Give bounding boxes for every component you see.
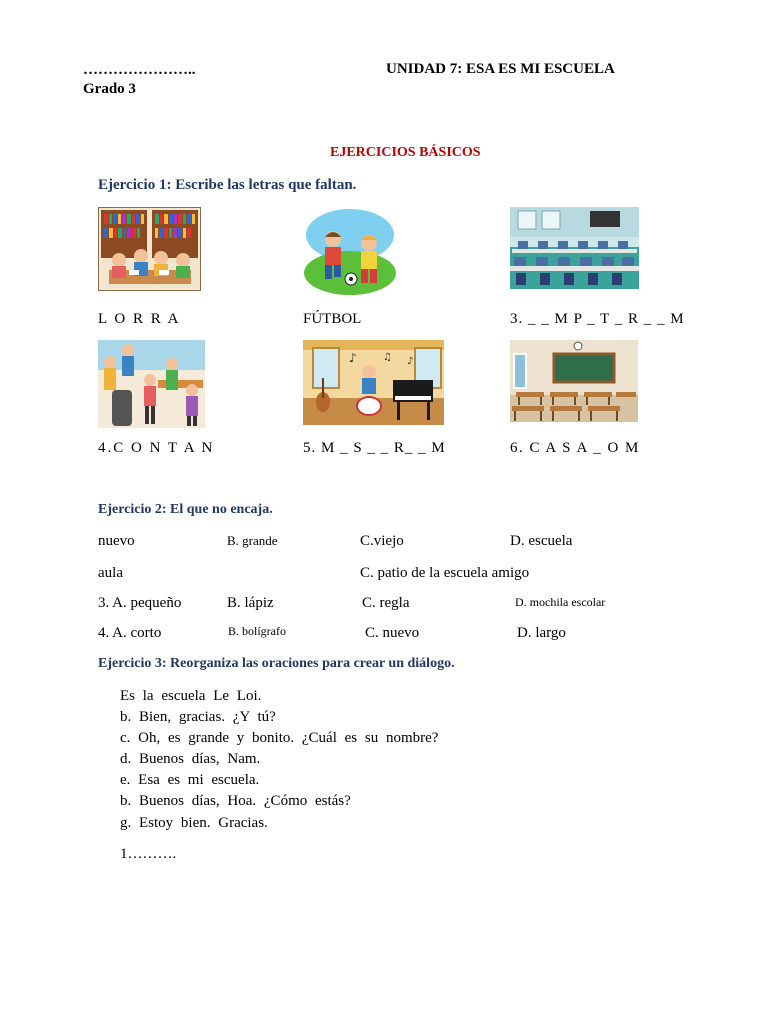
answer-line-1[interactable]: 1………. (120, 846, 177, 862)
exercise3-title: Ejercicio 3: Reorganiza las oraciones para crear un diálogo. (98, 656, 455, 671)
football-picture (303, 207, 398, 297)
ex2-row4-b: B. bolígrafo (228, 624, 286, 638)
ex2-row3-c: C. regla (362, 595, 410, 611)
ex2-row1-b: B. grande (227, 533, 278, 548)
ex2-row2-a: aula (98, 565, 123, 581)
dialog-line-1: Es la escuela Le Loi. (120, 688, 262, 704)
library-picture (98, 207, 201, 291)
music-room-picture (303, 340, 444, 425)
svg-text:♪: ♪ (407, 356, 414, 367)
ex2-row3-b: B. lápiz (227, 595, 274, 611)
exercise1-item6-label: 6. C A S A _ O M (510, 440, 640, 456)
dialog-line-7: g. Estoy bien. Gracias. (120, 815, 268, 831)
ex2-row3-a: 3. A. pequeño (98, 595, 182, 611)
unit-title: UNIDAD 7: ESA ES MI ESCUELA (386, 61, 615, 77)
canteen-picture (98, 340, 205, 428)
name-blank: ………………….. (83, 62, 196, 78)
ex2-row2-c: C. patio de la escuela amigo (360, 565, 530, 581)
exercise1-item4-label: 4.C O N T A N (98, 440, 215, 456)
ex2-row4-c: C. nuevo (365, 625, 420, 641)
grade-label: Grado 3 (83, 81, 136, 97)
classroom-picture (510, 340, 638, 422)
svg-text:♫: ♫ (383, 352, 392, 363)
dialog-line-3: c. Oh, es grande y bonito. ¿Cuál es su nombre? (120, 730, 439, 746)
dialog-line-4: d. Buenos días, Nam. (120, 751, 261, 767)
svg-text:♪: ♪ (349, 351, 357, 365)
ex2-row4-a: 4. A. corto (98, 625, 162, 641)
dialog-line-2: b. Bien, gracias. ¿Y tú? (120, 709, 276, 725)
section-title: EJERCICIOS BÁSICOS (330, 145, 481, 160)
ex2-row1-a: nuevo (98, 533, 135, 549)
exercise1-title: Ejercicio 1: Escribe las letras que faltan. (98, 177, 357, 193)
exercise2-title: Ejercicio 2: El que no encaja. (98, 502, 273, 517)
exercise1-item5-label: 5. M _ S _ _ R_ _ M (303, 440, 446, 456)
ex2-row3-d: D. mochila escolar (515, 595, 606, 609)
exercise1-item1-label: L O R R A (98, 311, 181, 327)
ex2-row1-d: D. escuela (510, 533, 573, 549)
ex2-row4-d: D. largo (517, 625, 566, 641)
dialog-line-5: e. Esa es mi escuela. (120, 772, 260, 788)
exercise1-item2-label: FÚTBOL (303, 311, 362, 327)
dialog-line-6: b. Buenos días, Hoa. ¿Cómo estás? (120, 793, 351, 809)
ex2-row1-c: C.viejo (360, 533, 404, 549)
exercise1-item3-label: 3. _ _ M P _ T _ R _ _ M (510, 311, 685, 327)
computer-room-picture (510, 207, 639, 289)
